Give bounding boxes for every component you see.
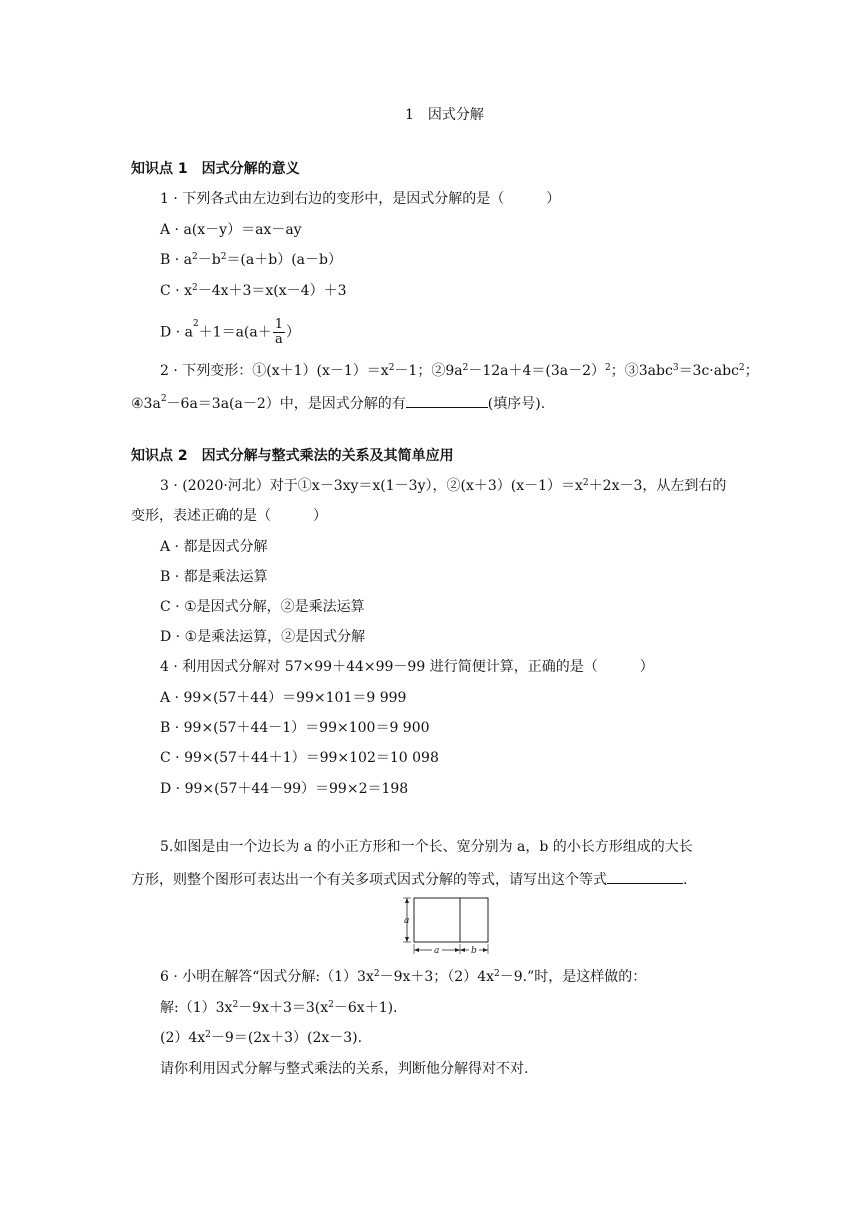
question-3-option-a: A · 都是因式分解 [160,539,268,555]
question-4-option-b: B · 99×(57＋44－1）＝99×100＝9 900 [160,720,430,736]
question-4-option-c: C · 99×(57＋44＋1）＝99×102＝10 098 [160,750,439,766]
question-1-option-b: $B \cdot a^2-b^2=(a+b)(a-b)$ [160,252,342,268]
question-3-option-c: C · ①是因式分解，②是乘法运算 [160,599,365,615]
question-3-option-b: B · 都是乘法运算 [160,569,268,585]
question-2-line-2: $④3a^2-6a=3a(a-2)$中，是因式分解的有 (填序号). [131,394,546,412]
question-5-line-2: 方形，则整个图形可表达出一个有关多项式因式分解的等式，请写出这个等式 . [131,869,687,889]
question-4-stem: 4 · 利用因式分解对 57×99＋44×99－99 进行简便计算，正确的是（ ） [160,659,654,675]
question-2-line-1: 2 · 下列变形：$①(x+1)(x-1)=x^2-1$；$②9a^2-12a+4=(3a-2)^2$；③3abc$^3$＝3c·abc$^2$； [160,363,759,379]
question-3-line-2: 变形，表述正确的是（ ） [131,508,327,524]
fraction: $\frac{1}{a}$ [274,317,283,347]
question-6-line-1: 6 · 小明在解答“因式分解$:(1)3x^2-9x+3$；$(2)4x^2-9$.”时，是这样做的： [160,969,647,985]
answer-blank [607,869,683,884]
section-heading-1: 知识点 1 因式分解的意义 [131,161,300,177]
question-1-option-c: $C \cdot x^2-4x+3=x(x-4)+3$ [160,283,347,299]
section-heading-2: 知识点 2 因式分解与整式乘法的关系及其简单应用 [131,448,454,464]
page-title: 1 因式分解 [405,107,484,123]
question-4-option-d: D · 99×(57＋44－99）＝99×2＝198 [160,781,409,797]
question-1-stem: 1 · 下列各式由左边到右边的变形中，是因式分解的是（ ） [160,191,561,207]
question-1-option-d: $D \cdot a^2+1=a(a+$ $\frac{1}{a}$ ） [160,317,300,347]
question-1-option-a: A · a(x－y）＝ax－ay [160,222,302,238]
question-6-line-4: 请你利用因式分解与整式乘法的关系，判断他分解得对不对. [160,1061,529,1077]
rectangle-figure [398,894,493,956]
figure-label-b-bottom: b [471,946,477,956]
figure-label-a-side: a [404,916,410,926]
question-4-option-a: A · 99×(57＋44）＝99×101＝9 999 [160,690,407,706]
answer-blank [406,393,488,408]
question-6-line-2: 解$:(1)3x^2-9x+3=3(x^2-6x+1)$. [160,1000,398,1016]
question-3-option-d: D · ①是乘法运算，②是因式分解 [160,629,366,645]
question-5-line-1: 5.如图是由一个边长为 a 的小正方形和一个长、宽分别为 a，b 的小长方形组成的大长 [160,839,693,855]
question-3-line-1: 3 · (2020·河北）对于①x－3xy＝x(1－3y），$②(x+3)(x-1)=x^2+2x-3$，从左到右的 [160,478,727,494]
figure-label-a-bottom: a [434,946,440,956]
question-6-line-3: $(2)4x^2-9=(2x+3)(2x-3)$. [160,1030,363,1046]
